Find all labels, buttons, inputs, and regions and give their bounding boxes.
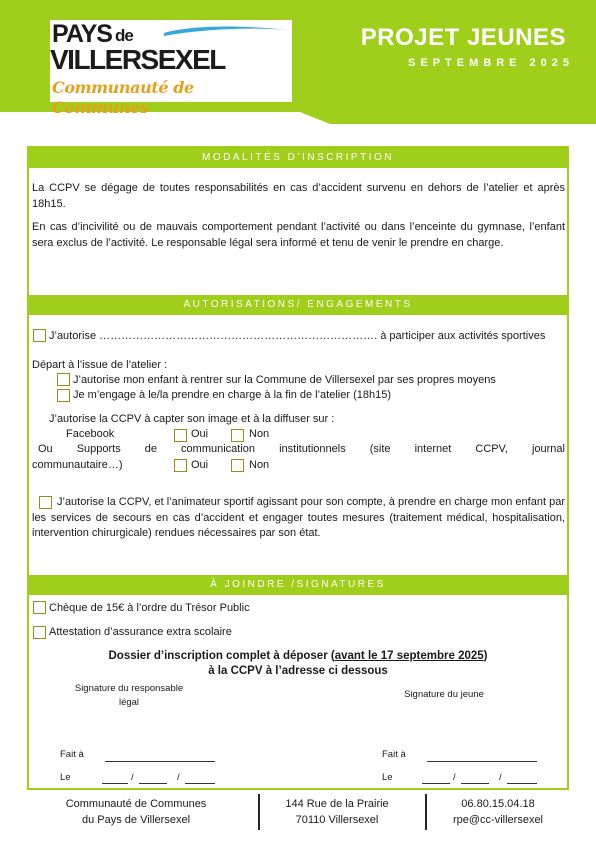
supports-non-label: Non	[249, 459, 270, 471]
year-field-left[interactable]	[185, 783, 215, 784]
footer-organization: Communauté de Communes du Pays de Villersexel	[65, 798, 207, 826]
day-field-right[interactable]	[422, 783, 450, 784]
medical-authorization-text: J’autorise la CCPV, et l’animateur sportif agissant pour son compte, à prendre en charge mon enfant par les services de secours en cas d’accident et engager toutes mesures (traitement médical, hospitalisation, intervention chirurgicale) rendues nécessaires par son état.	[32, 496, 565, 539]
supports-text-line1: Ou Supports de communication institutionnels (site internet CCPV, journal	[38, 443, 565, 455]
authorize-text: J’autorise …………………………………………………………………. à participer aux activités sportives	[49, 330, 546, 342]
logo-line2: VILLERSEXEL	[50, 44, 225, 75]
logo	[50, 20, 292, 117]
deposit-address-line: à la CCPV à l’adresse ci dessous	[208, 665, 388, 677]
supports-oui-checkbox[interactable]	[174, 459, 187, 472]
year-field-right[interactable]	[507, 783, 537, 784]
footer-divider	[425, 794, 427, 830]
logo-swoosh-icon	[162, 24, 290, 38]
facebook-non-label: Non	[249, 428, 270, 440]
footer-address: 144 Rue de la Prairie 70110 Villersexel	[285, 798, 389, 826]
deposit-instruction: Dossier d’inscription complet à déposer (avant le 17 septembre 2025)	[108, 650, 488, 662]
month-field-left[interactable]	[139, 783, 167, 784]
form-frame: MODALITÉS D’INSCRIPTION La CCPV se dégage de toutes responsabilités en cas d’accident survenu en dehors de l’atelier et après 18h15. En cas d’incivilité ou de mauvais comportement pendant l’activité ou dans l’enceinte du gymnase, l’enfant sera exclus de l’activité. Le responsable légal sera informé et tenu de venir le prendre en charge. AUTORISATIONS/ ENGAGEMENTS J’autorise …………………………………………………………………. à participer aux activités sportives Départ à l’issue de l’atelier : J’autorise mon enfant à rentrer sur la Commune de Villersexel par ses propres moyens Je m’engage à le/la prendre en charge à la fin de l’atelier (18h15) J’autorise la CCPV à capter son image et à la diffuser sur : Facebook Oui Non Ou Supports de communication institutionnels (site internet CCPV, journal communautaire…) Oui Non J’autorise la CCPV, et l’animateur sportif agissant pour son compte, à prendre en charge mon enfant par les services de secours en cas d’accident et engager toutes mesures (traitement médical, hospitalisation, intervention chirurgicale) rendues nécessaires par son état. À JOINDRE /SIGNATURES Chèque de 15€ à l’ordre du Trésor Public Attestation d’assurance extra scolaire Dossier d’inscription complet à déposer (avant le 17 septembre 2025) à la CCPV à l’adresse ci dessous Signature du responsable légal Signature du jeune Fait à Le / / Fait à Le / /	[27, 146, 569, 790]
depart-alone-checkbox[interactable]	[57, 373, 70, 386]
footer-email: rpe@cc-villersexel	[452, 814, 544, 826]
section-heading-autorisations: AUTORISATIONS/ ENGAGEMENTS	[29, 295, 567, 315]
deposit-deadline: avant le 17 septembre 2025	[334, 650, 484, 662]
facebook-non-checkbox[interactable]	[231, 429, 244, 442]
facebook-label: Facebook	[66, 428, 115, 440]
assurance-text: Attestation d’assurance extra scolaire	[49, 626, 232, 638]
section-heading-signatures: À JOINDRE /SIGNATURES	[29, 575, 567, 595]
le-label-right: Le	[382, 772, 393, 783]
footer-phone: 06.80.15.04.18	[461, 798, 535, 810]
assurance-checkbox[interactable]	[33, 626, 46, 639]
facebook-oui-checkbox[interactable]	[174, 429, 187, 442]
fait-field-right[interactable]	[427, 761, 537, 762]
signature-parent-label: Signature du responsable légal	[74, 683, 184, 708]
le-label-left: Le	[60, 772, 71, 783]
fait-label-left: Fait à	[60, 749, 84, 760]
section-heading-modalites: MODALITÉS D’INSCRIPTION	[29, 148, 567, 168]
signature-youth-label: Signature du jeune	[404, 689, 484, 700]
logo-tagline: Communauté de Communes	[52, 78, 194, 117]
month-field-right[interactable]	[461, 783, 489, 784]
page-subtitle: SEPTEMBRE 2025	[408, 57, 574, 69]
fait-field-left[interactable]	[105, 761, 215, 762]
footer-divider	[258, 794, 260, 830]
footer-contact	[430, 796, 566, 828]
page-title: PROJET JEUNES	[360, 24, 566, 51]
fait-label-right: Fait à	[382, 749, 406, 760]
paragraph-responsabilites: La CCPV se dégage de toutes responsabilités en cas d’accident survenu en dehors de l’atelier et après 18h15.	[32, 182, 565, 210]
logo-de: de	[114, 26, 133, 45]
cheque-text: Chèque de 15€ à l’ordre du Trésor Public	[49, 602, 250, 614]
facebook-oui-label: Oui	[191, 428, 209, 440]
depart-pickup-checkbox[interactable]	[57, 389, 70, 402]
day-field-left[interactable]	[102, 783, 128, 784]
logo-line1: PAYS	[52, 20, 112, 48]
cheque-checkbox[interactable]	[33, 601, 46, 614]
depart-pickup-text: Je m’engage à le/la prendre en charge à la fin de l’atelier (18h15)	[73, 389, 391, 401]
authorize-checkbox[interactable]	[33, 329, 46, 342]
depart-alone-text: J’autorise mon enfant à rentrer sur la Commune de Villersexel par ses propres moyens	[73, 374, 496, 386]
paragraph-incivilite: En cas d’incivilité ou de mauvais comportement pendant l’activité ou dans l’enceinte du gymnase, l’enfant sera exclus de l’activité. Le responsable légal sera informé et tenu de venir le prendre en charge.	[32, 221, 565, 249]
depart-label: Départ à l’issue de l’atelier :	[32, 359, 168, 371]
supports-oui-label: Oui	[191, 459, 209, 471]
supports-text-line2: communautaire…)	[32, 459, 123, 471]
supports-non-checkbox[interactable]	[231, 459, 244, 472]
image-rights-text: J’autorise la CCPV à capter son image et à la diffuser sur :	[49, 413, 335, 425]
